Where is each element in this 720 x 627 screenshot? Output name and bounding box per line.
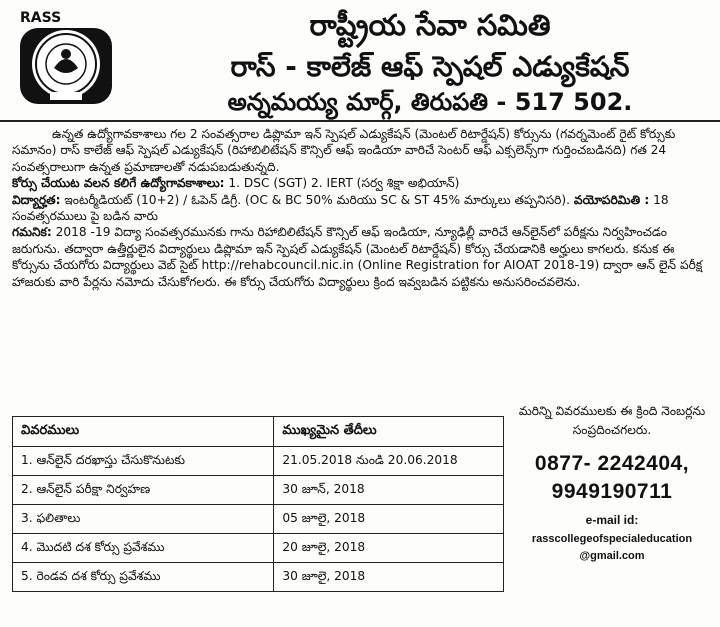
rass-logo: [14, 6, 118, 118]
logo-text: RASS: [20, 10, 62, 26]
eligibility-text: ఇంటర్మీడియట్ (10+2) / ఓపెన్ డిగ్రీ. (OC & BC 50% మరియు SC & ST 45% మార్కులు తప్పనిసరి).: [64, 192, 571, 207]
phone-number-landline: 0877- 2242404,: [534, 452, 690, 475]
jobs-text: 1. DSC (SGT) 2. IERT (సర్వ శిక్షా అభియాన్): [228, 176, 460, 191]
header-details: వివరములు: [13, 417, 274, 447]
row-item: 3. ఫలితాలు: [13, 505, 274, 534]
table-header-row: [13, 417, 504, 447]
row-date: 20 జూలై, 2018: [274, 534, 504, 563]
intro-paragraph: ఉన్నత ఉద్యోగావకాశాలు గల 2 సంవత్సరాల డిప్లొమా ఇన్ స్పెషల్ ఎడ్యుకేషన్ (మెంటల్ రిటార్డేషన్) కోర్సును (గవర్నమెంట్ రైట్ కోర్సుకు సమానం) రాస్ కాలేజ్ ఆఫ్ స్పెషల్ ఎడ్యుకేషన్ (రిహాబిలిటేషన్ కౌన్సిల్ ఆఫ్ ఇండియా వారిచే సెంటర్ ఆఫ్ ఎక్సలెన్స్‌గా గుర్తించబడినది) గత 24 సంవత్సరాలుగా ఉన్నత ప్రమాణాలతో నడుపబడుతున్నది.: [12, 127, 676, 174]
row-item: 1. ఆన్‌లైన్ దరఖాస్తు చేసుకొనుటకు: [13, 447, 274, 476]
note-paragraph: [12, 224, 712, 290]
email-user: rasscollegeofspecialeducation: [531, 533, 693, 545]
email-label: e-mail id:: [585, 513, 639, 527]
row-item: 5. రెండవ దశ కోర్సు ప్రవేశము: [13, 563, 274, 592]
contact-block: [508, 398, 716, 565]
address: అన్నమయ్య మార్గ్, తిరుపతి - 517 502.: [227, 88, 633, 116]
age-label: వయోపరిమితి :: [573, 192, 650, 207]
email-domain: @gmail.com: [579, 550, 645, 562]
org-name: రాష్ట్రీయ సేవా సమితి: [309, 8, 551, 42]
eligibility-line: [12, 192, 712, 225]
contact-note: మరిన్ని వివరములకు ఈ క్రింది నెంబర్లను సంప్రదించగలరు.: [518, 404, 706, 437]
notice-body: [12, 126, 712, 290]
eligibility-label: విద్యార్హత:: [12, 192, 61, 207]
note-label: గమనిక:: [12, 225, 52, 240]
table-row: [13, 447, 504, 476]
row-item: 2. ఆన్‌లైన్ పరీక్షా నిర్వహణ: [13, 476, 274, 505]
row-date: 30 జూలై, 2018: [274, 563, 504, 592]
table-row: [13, 534, 504, 563]
row-date: 30 జూన్, 2018: [274, 476, 504, 505]
jobs-label: కోర్సు చేయుట వలన కలిగే ఉద్యోగావకాశాలు:: [12, 176, 225, 191]
phone-number-mobile: 9949190711: [551, 480, 673, 503]
row-date: 05 జూలై, 2018: [274, 505, 504, 534]
jobs-line: [12, 175, 712, 191]
table-row: [13, 505, 504, 534]
notice-header: [0, 0, 720, 122]
table-row: [13, 476, 504, 505]
age-text: 18 సంవత్సరములు పై బడిన వారు: [12, 192, 669, 224]
table-row: [13, 563, 504, 592]
row-date: 21.05.2018 నుండి 20.06.2018: [274, 447, 504, 476]
schedule-table: [12, 416, 504, 592]
header-dates: ముఖ్యమైన తేదీలు: [274, 417, 504, 447]
row-item: 4. మొదటి దశ కోర్సు ప్రవేశము: [13, 534, 274, 563]
note-text: 2018 -19 విద్యా సంవత్సరమునకు గాను రిహాబిలిటేషన్ కౌన్సిల్ ఆఫ్ ఇండియా, న్యూఢిల్లీ వారిచే ఆన్‌లైన్‌లో పరీక్షను నిర్వహించడం జరుగును. తద్వారా ఉత్తీర్ణులైన విద్యార్థులు డిప్లొమా ఇన్ స్పెషల్ ఎడ్యుకేషన్ (మెంటల్ రిటార్డేషన్) కోర్సు చేయడానికి అర్హులు కాగలరు. కనుక ఈ కోర్సును చేయగోరు విద్యార్థులు వెబ్ సైట్ http://rehabcouncil.nic.in (Online Registration for AIOAT 2018-19) ద్వారా ఆన్ లైన్ పరీక్ష హాజరుకు వారి పేర్లను నమోదు చేసుకోగలరు. ఈ కోర్సు చేయగోరు విద్యార్థులు క్రింద ఇవ్వబడిన పట్టికను అనుసరించవలెను.: [12, 225, 703, 289]
college-name: రాస్ - కాలేజ్ ఆఫ్ స్పెషల్ ఎడ్యుకేషన్: [230, 50, 630, 83]
